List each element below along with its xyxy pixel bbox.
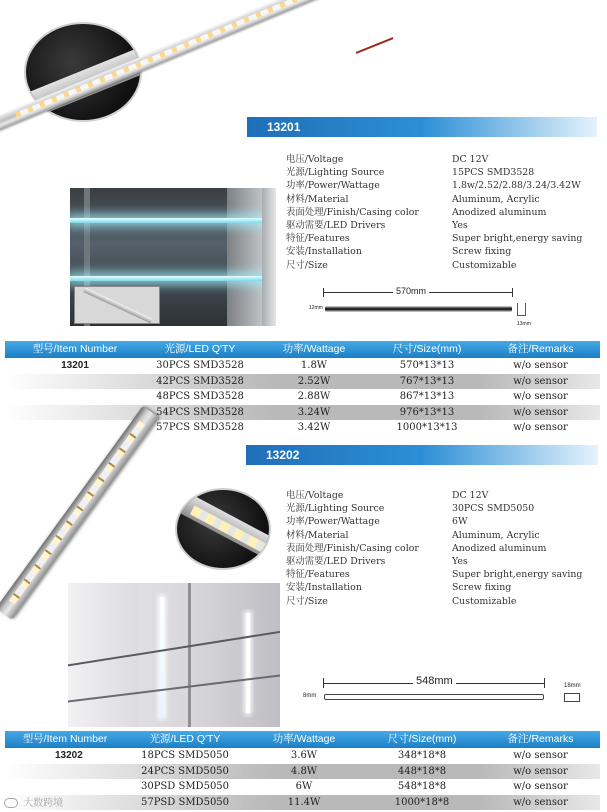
spec-row: 材料/Material Aluminum, Acrylic <box>286 529 540 541</box>
table-header <box>5 731 600 748</box>
spec-row: 光源/Lighting Source 30PCS SMD5050 <box>286 503 535 515</box>
table-row: 57PCS SMD3528 3.42W 1000*13*13 w/o sensor <box>156 422 568 433</box>
spec-row: 尺寸/Size Customizable <box>286 259 517 271</box>
spec-row: 尺寸/Size Customizable <box>286 595 517 607</box>
spec-row: 功率/Power/Wattage 6W <box>286 516 468 528</box>
table-row: 42PCS SMD3528 2.52W 767*13*13 w/o sensor <box>5 374 600 390</box>
height-label: 8mm <box>303 693 317 699</box>
spec-row: 特征/Features Super bright,energy saving <box>286 233 583 245</box>
cabinet-application-photo <box>70 188 265 326</box>
watermark-logo-icon <box>4 798 18 808</box>
spec-list <box>286 153 582 272</box>
depth-label: 13mm <box>517 321 531 327</box>
spec-table <box>5 341 600 436</box>
model-tag: 13202 <box>246 445 598 465</box>
table-row: 48PCS SMD3528 2.88W 867*13*13 w/o sensor <box>156 391 568 402</box>
spec-table <box>5 731 600 810</box>
mirror-frame-photo <box>262 188 276 326</box>
table-row: 30PSD SMD5050 6W 548*18*8 w/o sensor <box>140 781 568 792</box>
spec-row: 表面处理/Finish/Casing color Anodized aluminum <box>286 206 547 218</box>
table-row: 13201 30PCS SMD3528 1.8W 570*13*13 w/o sensor <box>61 360 568 371</box>
table-header <box>5 341 600 358</box>
spec-row: 驱动需要/LED Drivers Yes <box>286 220 468 232</box>
col-wattage: 功率/Wattage <box>282 343 346 355</box>
length-label: 548mm <box>413 675 456 687</box>
bar-profile <box>325 306 512 312</box>
spec-row: 电压/Voltage DC 12V <box>286 154 489 165</box>
end-profile <box>517 303 526 316</box>
spec-row: 特征/Features Super bright,energy saving <box>286 569 583 581</box>
watermark <box>4 794 63 809</box>
model-tag: 13201 <box>247 117 597 137</box>
table-row: 54PCS SMD3528 3.24W 976*13*13 w/o sensor <box>5 405 600 421</box>
spec-row: 安装/Installation Screw fixing <box>286 246 512 258</box>
spec-row: 光源/Lighting Source 15PCS SMD3528 <box>286 167 535 179</box>
end-profile <box>564 693 580 702</box>
col-led-qty: 光源/LED Q'TY <box>149 733 221 745</box>
spec-row: 安装/Installation Screw fixing <box>286 582 512 594</box>
product-closeup-photo <box>175 488 271 570</box>
col-item-number: 型号/Item Number <box>22 733 108 745</box>
col-led-qty: 光源/LED Q'TY <box>164 343 236 355</box>
watermark-text: 大数跨境 <box>23 798 64 809</box>
cable-photo <box>356 37 394 54</box>
bathroom-application-photo <box>68 583 280 727</box>
table-row: 57PSD SMD5050 11.4W 1000*18*8 w/o sensor <box>5 795 600 811</box>
col-remarks: 备注/Remarks <box>507 733 574 745</box>
width-label: 18mm <box>564 683 581 689</box>
spec-row: 功率/Power/Wattage 1.8w/2.52/2.88/3.24/3.42W <box>286 180 581 192</box>
spec-row: 驱动需要/LED Drivers Yes <box>286 556 468 568</box>
table-row: 13202 18PCS SMD5050 3.6W 348*18*8 w/o sensor <box>55 750 568 761</box>
spec-row: 表面处理/Finish/Casing color Anodized aluminum <box>286 542 547 554</box>
spec-row: 材料/Material Aluminum, Acrylic <box>286 193 540 205</box>
spec-row: 电压/Voltage DC 12V <box>286 490 489 501</box>
col-size: 尺寸/Size(mm) <box>392 343 462 355</box>
col-size: 尺寸/Size(mm) <box>387 733 457 745</box>
width-label: 12mm <box>309 305 323 311</box>
spec-list <box>286 489 582 608</box>
table-row: 24PCS SMD5050 4.8W 448*18*8 w/o sensor <box>5 764 600 780</box>
col-remarks: 备注/Remarks <box>507 343 574 355</box>
bar-profile <box>324 694 544 700</box>
length-label: 570mm <box>393 286 429 296</box>
col-wattage: 功率/Wattage <box>272 733 336 745</box>
col-item-number: 型号/Item Number <box>32 343 118 355</box>
